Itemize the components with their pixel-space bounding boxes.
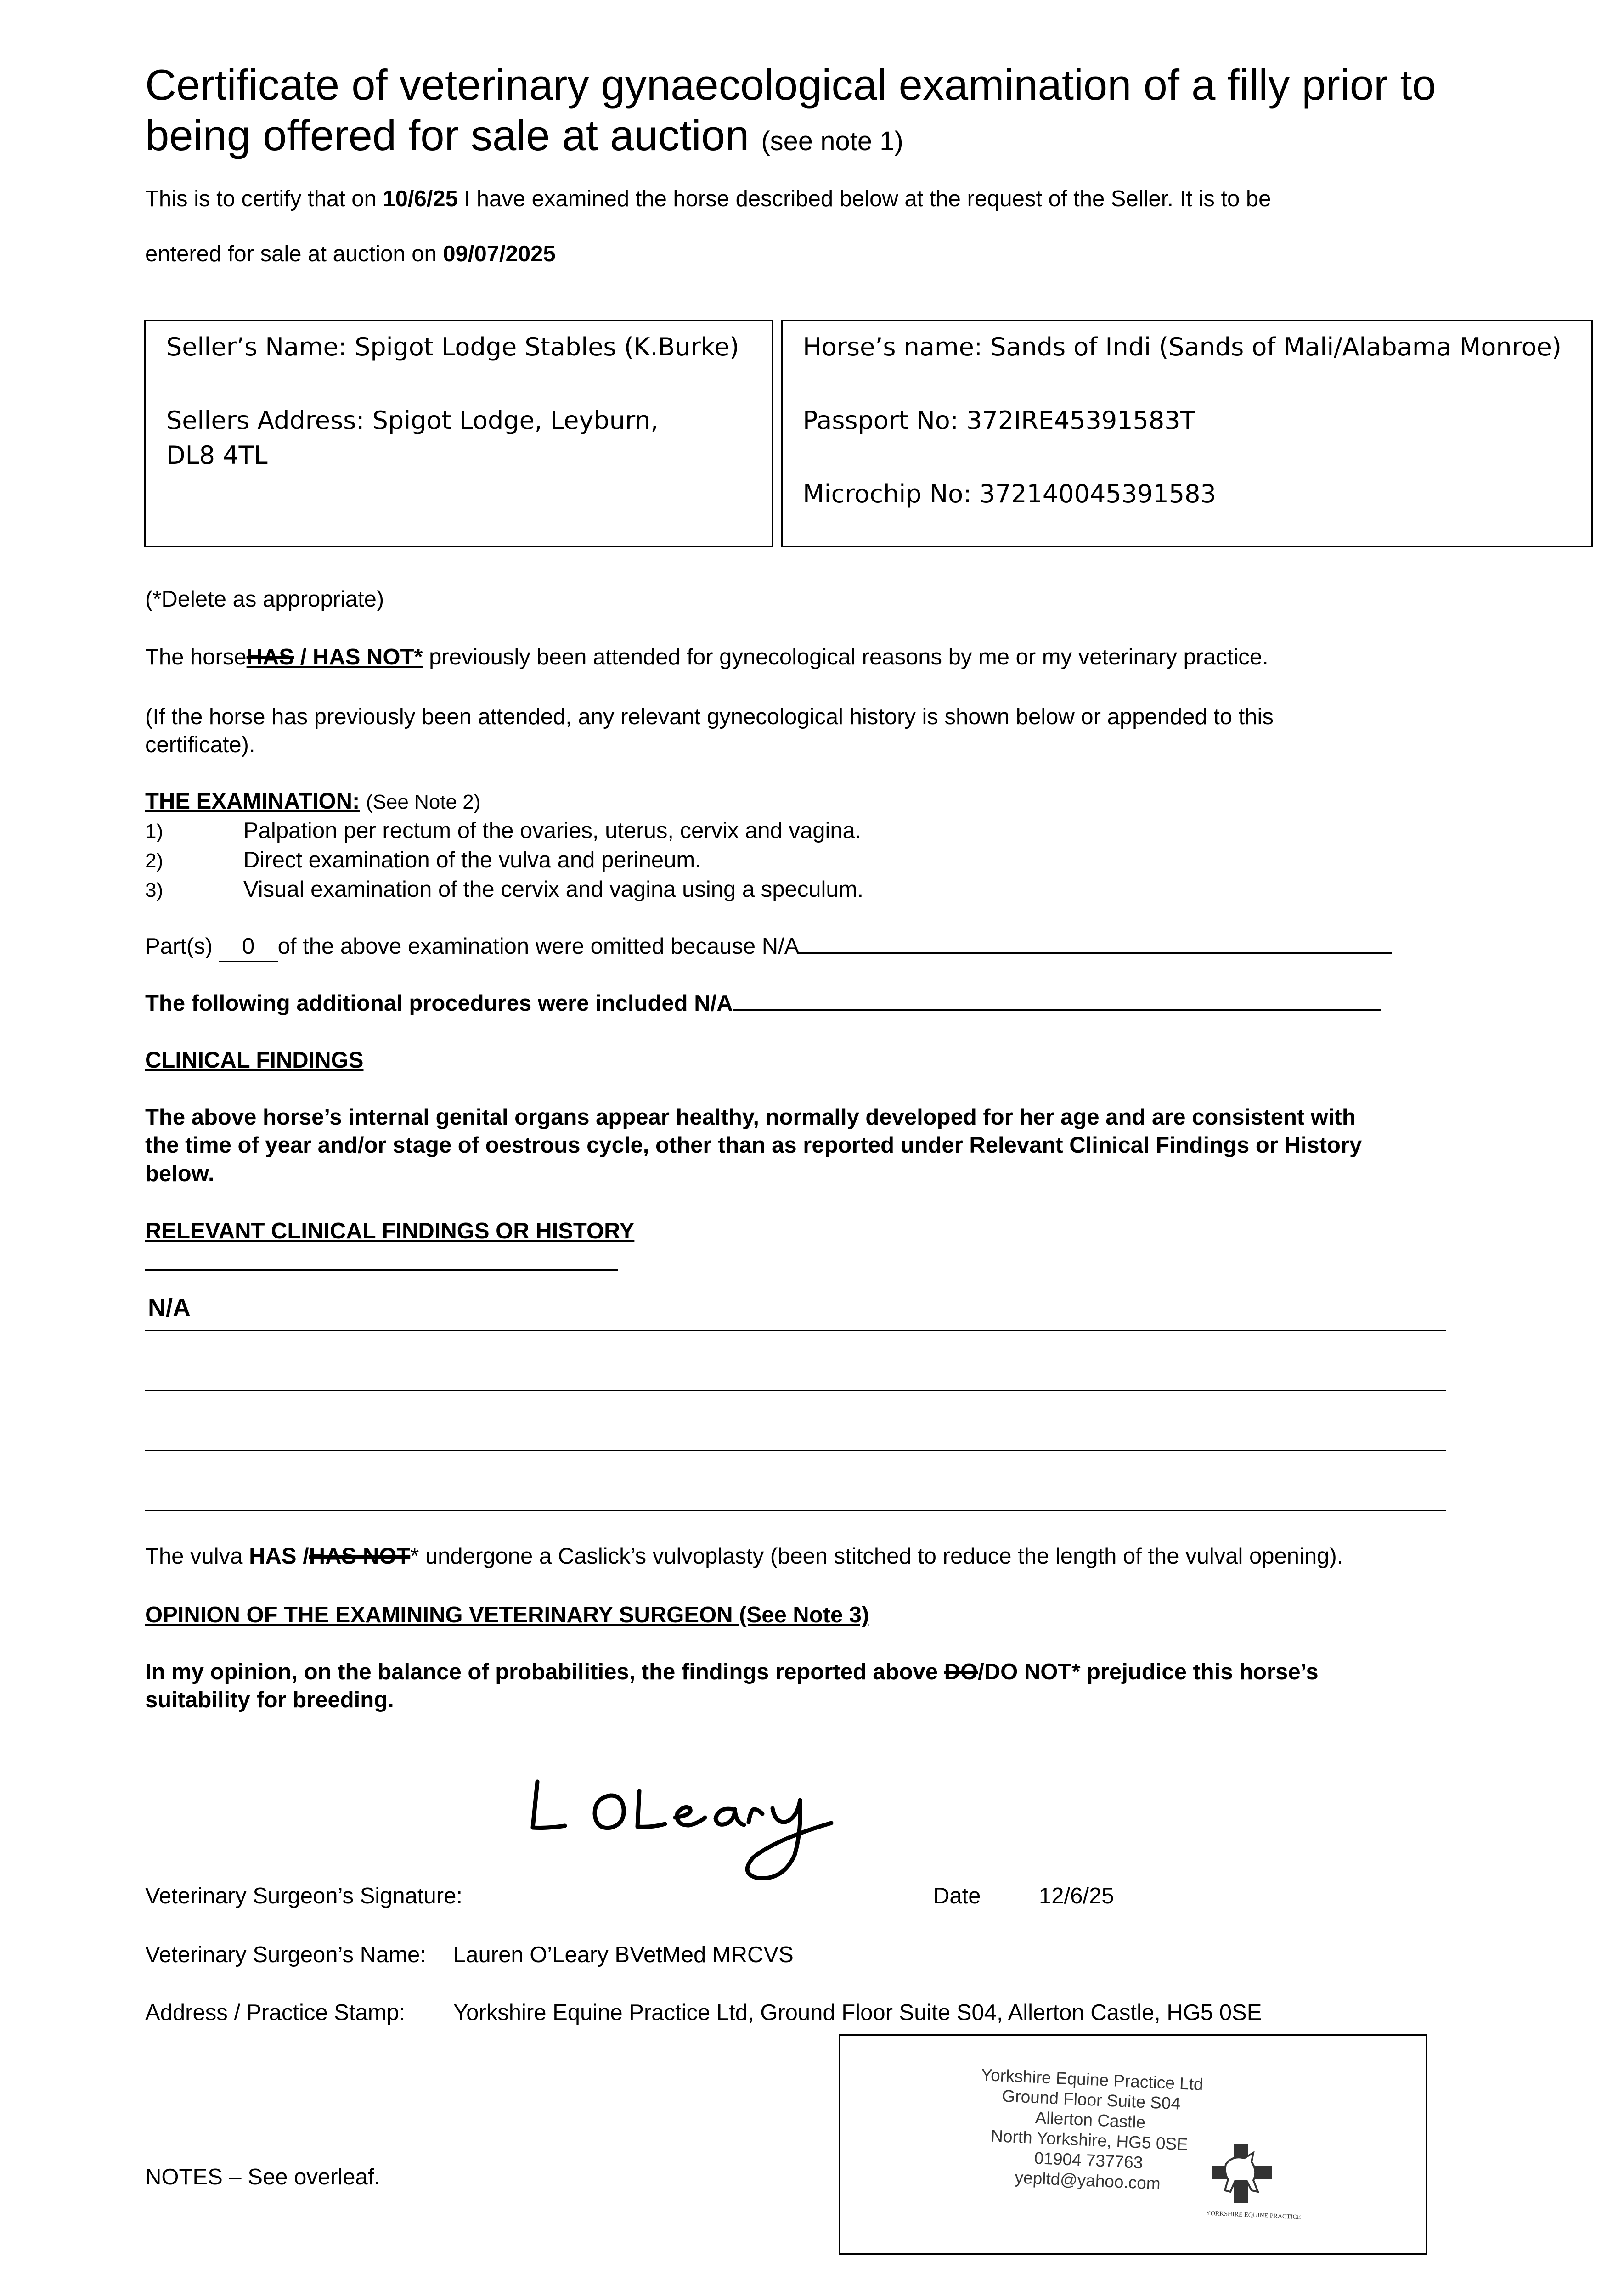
relevant-findings-heading: RELEVANT CLINICAL FINDINGS OR HISTORY: [145, 1219, 635, 1244]
selected-option: / HAS NOT*: [294, 645, 423, 670]
vulva-statement: The vulva HAS /HAS NOT* undergone a Caslick’s vulvoplasty (been stitched to reduce the length of the vulval opening).: [145, 1544, 1343, 1569]
clinical-findings-heading: CLINICAL FINDINGS: [145, 1048, 364, 1073]
examination-item: 1) Palpation per rectum of the ovaries, uterus, cervix and vagina.: [145, 818, 862, 843]
examination-item: 3) Visual examination of the cervix and vagina using a speculum.: [145, 877, 864, 902]
address-label: Address / Practice Stamp:: [145, 2000, 406, 2025]
struck-option: HAS: [246, 645, 294, 670]
fill-line: [145, 1450, 1446, 1451]
seller-address-line-1: Sellers Address: Spigot Lodge, Leyburn,: [166, 406, 659, 435]
fill-line: [145, 1390, 1446, 1391]
document-title: Certificate of veterinary gynaecological examination of a filly prior to being offered for sale at auction (see note 1): [145, 61, 1436, 159]
horse-name: Horse’s name: Sands of Indi (Sands of Mali/Alabama Monroe): [803, 332, 1562, 361]
examination-heading: THE EXAMINATION: (See Note 2): [145, 789, 481, 814]
clinical-findings-text: The above horse’s internal genital organs appear healthy, normally developed for her age and are consistent with the time of year and/or stage of oestrous cycle, other than as reported under Relevant Clinical Findings or History below.: [145, 1105, 1362, 1186]
stamp-text: Yorkshire Equine Practice Ltd Ground Floor Suite S04 Allerton Castle North Yorkshire, HG5 0SE 01904 737763 yepltd@yahoo.com: [981, 2065, 1204, 2193]
fill-line: [799, 952, 1392, 954]
practice-logo-icon: [1207, 2139, 1276, 2208]
surgeon-name-label: Veterinary Surgeon’s Name:: [145, 1942, 426, 1967]
fill-line: [145, 1330, 1446, 1331]
opinion-heading: OPINION OF THE EXAMINING VETERINARY SURGEON (See Note 3): [145, 1603, 869, 1627]
seller-box: [144, 320, 773, 547]
fill-line: [145, 1510, 1446, 1511]
relevant-findings-value: N/A: [148, 1294, 191, 1322]
seller-address-line-2: DL8 4TL: [166, 441, 268, 470]
practice-stamp: [839, 2034, 1427, 2255]
history-note: (If the horse has previously been attended, any relevant gynecological history is shown below or appended to this certificate).: [145, 704, 1274, 758]
omitted-parts-line: Part(s) 0 of the above examination were omitted because N/A: [145, 933, 1392, 962]
fill-line: [145, 1269, 618, 1271]
seller-name: Seller’s Name: Spigot Lodge Stables (K.Burke): [166, 332, 739, 361]
additional-procedures-field: N/A: [694, 991, 733, 1016]
signature-label: Veterinary Surgeon’s Signature:: [145, 1884, 462, 1908]
surgeon-name-line: [145, 1941, 794, 1969]
examination-item: 2) Direct examination of the vulva and perineum.: [145, 848, 701, 872]
surgeon-name: Lauren O’Leary BVetMed MRCVS: [453, 1942, 794, 1967]
delete-note: (*Delete as appropriate): [145, 587, 384, 612]
practice-address: Yorkshire Equine Practice Ltd, Ground Floor Suite S04, Allerton Castle, HG5 0SE: [453, 2000, 1262, 2025]
struck-option: DO: [944, 1660, 978, 1684]
signature-date: 12/6/25: [1039, 1884, 1114, 1908]
practice-address-line: [145, 1999, 1262, 2027]
logo-caption: YORKSHIRE EQUINE PRACTICE: [1206, 2210, 1301, 2221]
notes-footer: NOTES – See overleaf.: [145, 2165, 381, 2189]
auction-date: 09/07/2025: [443, 242, 556, 266]
date-label: Date: [933, 1884, 981, 1908]
additional-procedures-line: The following additional procedures were included N/A: [145, 990, 1381, 1018]
fill-line: [733, 1009, 1381, 1011]
horse-box: [781, 320, 1593, 547]
attended-statement: The horseHAS / HAS NOT* previously been attended for gynecological reasons by me or my veterinary practice.: [145, 645, 1269, 670]
selected-option: HAS /: [249, 1544, 309, 1569]
microchip-number: Microchip No: 372140045391583: [803, 479, 1216, 508]
omitted-parts-field: 0: [219, 933, 278, 962]
intro-line-2: entered for sale at auction on 09/07/2025: [145, 242, 556, 266]
opinion-statement: In my opinion, on the balance of probabilities, the findings reported above DO/DO NOT* prejudice this horse’s suitability for breeding.: [145, 1660, 1319, 1713]
selected-option: /DO NOT*: [978, 1660, 1081, 1684]
intro-line-1: This is to certify that on 10/6/25 I have examined the horse described below at the request of the Seller. It is to be: [145, 186, 1271, 211]
handwritten-signature: [519, 1763, 859, 1892]
omitted-reason-field: N/A: [761, 934, 800, 959]
passport-number: Passport No: 372IRE45391583T: [803, 406, 1195, 435]
struck-option: HAS NOT: [309, 1544, 411, 1569]
exam-date: 10/6/25: [383, 186, 458, 211]
